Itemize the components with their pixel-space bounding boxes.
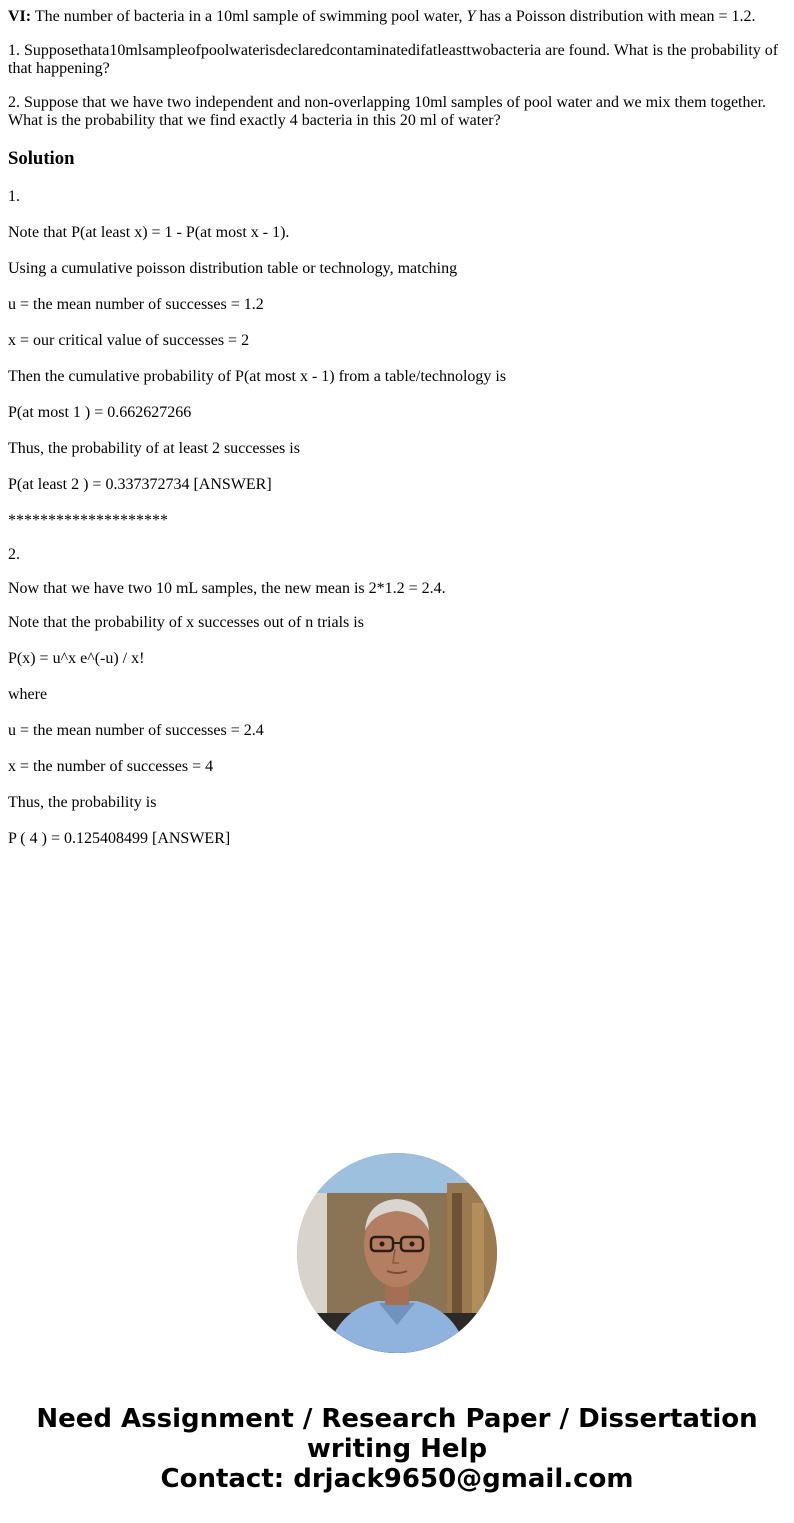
question-part-1: 1. Supposethata10mlsampleofpoolwaterisdeclaredcontaminatedifatleasttwobacteria are found. What is the probability of that happening?: [8, 42, 779, 77]
solution-line: P(at most 1 ) = 0.662627266: [8, 404, 192, 421]
solution-heading: Solution: [8, 148, 75, 169]
solution-line: where: [8, 686, 48, 703]
solution-line: Then the cumulative probability of P(at most x - 1) from a table/technology is: [8, 368, 507, 385]
person-portrait-icon: [297, 1153, 497, 1353]
solution-line: Note that P(at least x) = 1 - P(at most x - 1).: [8, 224, 290, 241]
footer-promo: [0, 1404, 794, 1494]
question-part-2: 2. Suppose that we have two independent and non-overlapping 10ml samples of pool water and we mix them together. What is the probability that we find exactly 4 bacteria in this 20 ml of water?: [8, 94, 767, 129]
solution-line: 2.: [8, 546, 20, 563]
footer-line-1: Need Assignment / Research Paper / Dissertation: [36, 1404, 758, 1434]
solution-separator: ********************: [8, 512, 168, 529]
author-avatar: [297, 1153, 497, 1353]
question-intro: [8, 8, 786, 26]
footer-line-2: writing Help: [306, 1434, 488, 1464]
question-intro-text-after: has a Poisson distribution with mean = 1.2.: [479, 8, 756, 25]
solution-line: Now that we have two 10 mL samples, the new mean is 2*1.2 = 2.4.: [8, 580, 446, 597]
question-intro-text-before: The number of bacteria in a 10ml sample of swimming pool water,: [34, 8, 463, 25]
solution-formula: P(x) = u^x e^(-u) / x!: [8, 650, 145, 667]
solution-line: x = the number of successes = 4: [8, 758, 214, 775]
footer-contact: Contact: drjack9650@gmail.com: [160, 1464, 634, 1494]
solution-answer: P ( 4 ) = 0.125408499 [ANSWER]: [8, 830, 231, 847]
solution-line: Thus, the probability of at least 2 successes is: [8, 440, 300, 457]
solution-line: Thus, the probability is: [8, 794, 157, 811]
solution-line: Using a cumulative poisson distribution table or technology, matching: [8, 260, 458, 277]
solution-line: x = our critical value of successes = 2: [8, 332, 250, 349]
solution-line: u = the mean number of successes = 1.2: [8, 296, 264, 313]
question-variable: Y: [466, 8, 476, 25]
question-label: VI:: [8, 8, 32, 25]
solution-body: [8, 188, 786, 848]
solution-answer: P(at least 2 ) = 0.337372734 [ANSWER]: [8, 476, 272, 493]
solution-line: Note that the probability of x successes out of n trials is: [8, 614, 364, 631]
solution-line: u = the mean number of successes = 2.4: [8, 722, 264, 739]
solution-line: 1.: [8, 188, 20, 205]
